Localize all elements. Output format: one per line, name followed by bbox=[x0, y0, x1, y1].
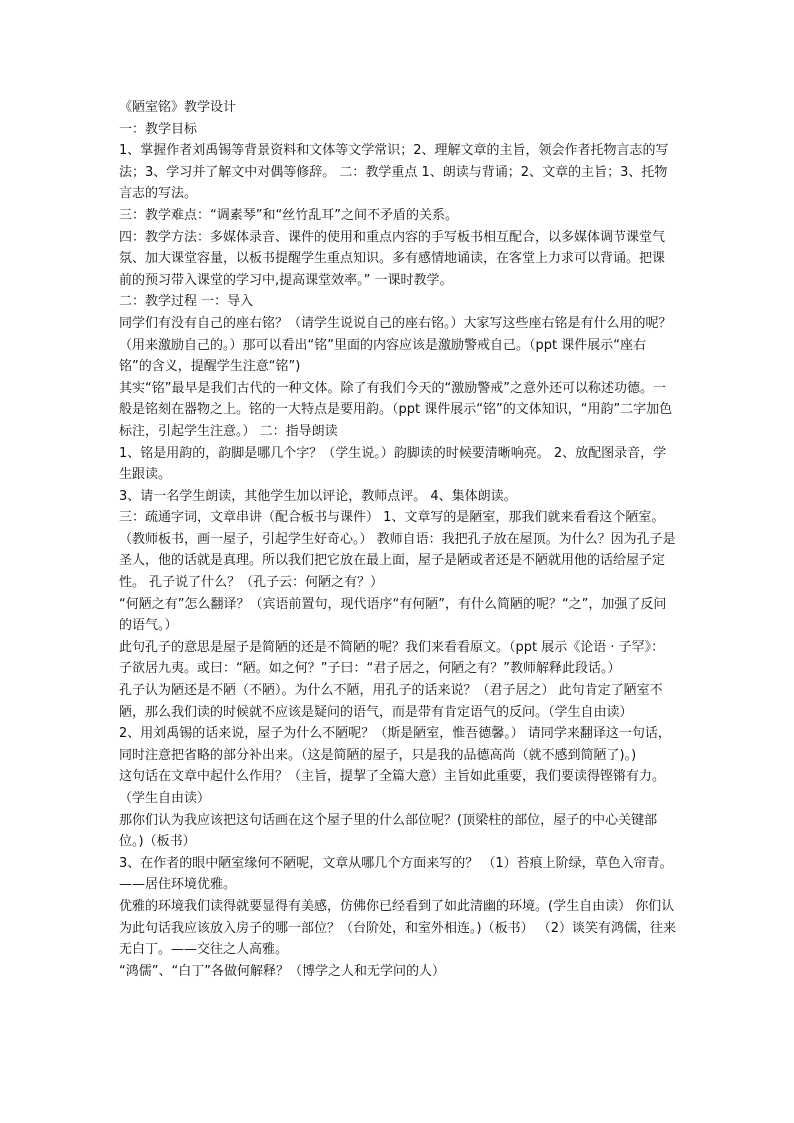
paragraph-not-humble: 孔子认为陋还是不陋（不陋）。为什么不陋，用孔子的话来说？（君子居之） 此句肯定了陋室不陋，那么我们读的时候就不应该是疑问的语气，而是带有肯定语气的反问。（学生自由读） bbox=[119, 683, 663, 720]
paragraph-teaching-process-heading: 二：教学过程 一：导入 bbox=[119, 294, 254, 310]
paragraph-objectives-and-key-points: 1、掌握作者刘禹锡等背景资料和文体等文学常识；2、理解文章的主旨，领会作者托物言志的写法；3、学习并了解文中对偶等修辞。 二：教学重点 1、朗读与背诵；2、文章的主旨；3、托物言志的写法。 bbox=[119, 143, 669, 202]
document-title: 《陋室铭》教学设计 bbox=[119, 100, 237, 115]
paragraph-main-idea: 这句话在文章中起什么作用？（主旨，提挈了全篇大意）主旨如此重要，我们要读得铿锵有力。（学生自由读） bbox=[119, 769, 666, 806]
paragraph-word-explanation: “鸿儒”、“白丁”各做何解释？（博学之人和无学问的人） bbox=[119, 963, 445, 979]
paragraph-liu-yuxi-view: 2、用刘禹锡的话来说，屋子为什么不陋呢？（斯是陋室，惟吾德馨。） 请同学来翻译这一句话，同时注意把省略的部分补出来。（这是简陋的屋子，只是我的品德高尚（就不感到简陋了)。) bbox=[119, 726, 671, 763]
paragraph-rhyme-reading: 1、铭是用韵的，韵脚是哪几个字？（学生说。）韵脚读的时候要清晰响亮。 2、放配图录音，学生跟读。 bbox=[119, 445, 667, 483]
paragraph-confucius-source: 此句孔子的意思是屋子是简陋的还是不简陋的呢？我们来看看原文。（ppt 展示《论语 · 子罕》：子欲居九夷。或曰：“陋。如之何？”子曰：“君子居之，何陋之有？”教师解释此段话。） bbox=[119, 639, 665, 677]
paragraph-translation-question: “何陋之有”怎么翻译？（宾语前置句，现代语序“有何陋”，有什么简陋的呢？“之”，加强了反问的语气。） bbox=[119, 596, 667, 634]
document-page bbox=[119, 97, 677, 982]
paragraph-environment: 3、在作者的眼中陋室缘何不陋呢，文章从哪几个方面来写的？ （1）苔痕上阶绿，草色入帘青。——居住环境优雅。 bbox=[119, 855, 673, 893]
paragraph-teaching-method: 四：教学方法：多媒体录音、课件的使用和重点内容的手写板书相互配合，以多媒体调节课堂气氛、加大课堂容量，以板书提醒学生重点知识。多有感情地诵读，在客堂上力求可以背诵。把课前的预习带入课堂的学习中,提高课堂效率。” 一课时教学。 bbox=[119, 229, 666, 288]
paragraph-elegant-friends: 优雅的环境我们读得就要显得有美感，仿佛你已经看到了如此清幽的环境。(学生自由读） 你们认为此句话我应该放入房子的哪一部位？（台阶处，和室外相连。)（板书） （2）谈笑有鸿儒，往来无白丁。——交往之人高雅。 bbox=[119, 898, 676, 958]
paragraph-ming-genre: 其实“铭”最早是我们古代的一种文体。除了有我们今天的“激励警戒”之意外还可以称述功德。一般是铭刻在器物之上。铭的一大特点是要用韵。（ppt 课件展示“铭”的文体知识，“用韵”二字加色标注，引起学生注意。） 二：指导朗读 bbox=[119, 380, 673, 439]
paragraph-vocabulary-explanation: 三：疏通字词，文章串讲（配合板书与课件） 1、文章写的是陋室，那我们就来看看这个陋室。（教师板书，画一屋子，引起学生好奇心。） 教师自语：我把孔子放在屋顶。为什么？因为孔子是圣人，他的话就是真理。所以我们把它放在最上面，屋子是陋或者还是不陋就用他的话给屋子定性。 孔子说了什么？（孔子云：何陋之有？） bbox=[119, 510, 676, 591]
paragraph-teaching-difficulty: 三：教学难点：“调素琴”和“丝竹乱耳”之间不矛盾的关系。 bbox=[119, 207, 458, 223]
paragraph-board-placement: 那你们认为我应该把这句话画在这个屋子里的什么部位呢？(顶梁柱的部位，屋子的中心关键部位。)（板书） bbox=[119, 812, 658, 850]
paragraph-motto-intro: 同学们有没有自己的座右铭？（请学生说说自己的座右铭。）大家写这些座右铭是有什么用的呢？（用来激励自己的。）那可以看出“铭”里面的内容应该是激励警戒自己。（ppt 课件展示“座右铭”的含义，提醒学生注意“铭”) bbox=[119, 315, 672, 375]
paragraph-teaching-objectives-heading: 一：教学目标 bbox=[119, 121, 198, 137]
paragraph-student-reading: 3、请一名学生朗读，其他学生加以评论，教师点评。 4、集体朗读。 bbox=[119, 488, 517, 504]
